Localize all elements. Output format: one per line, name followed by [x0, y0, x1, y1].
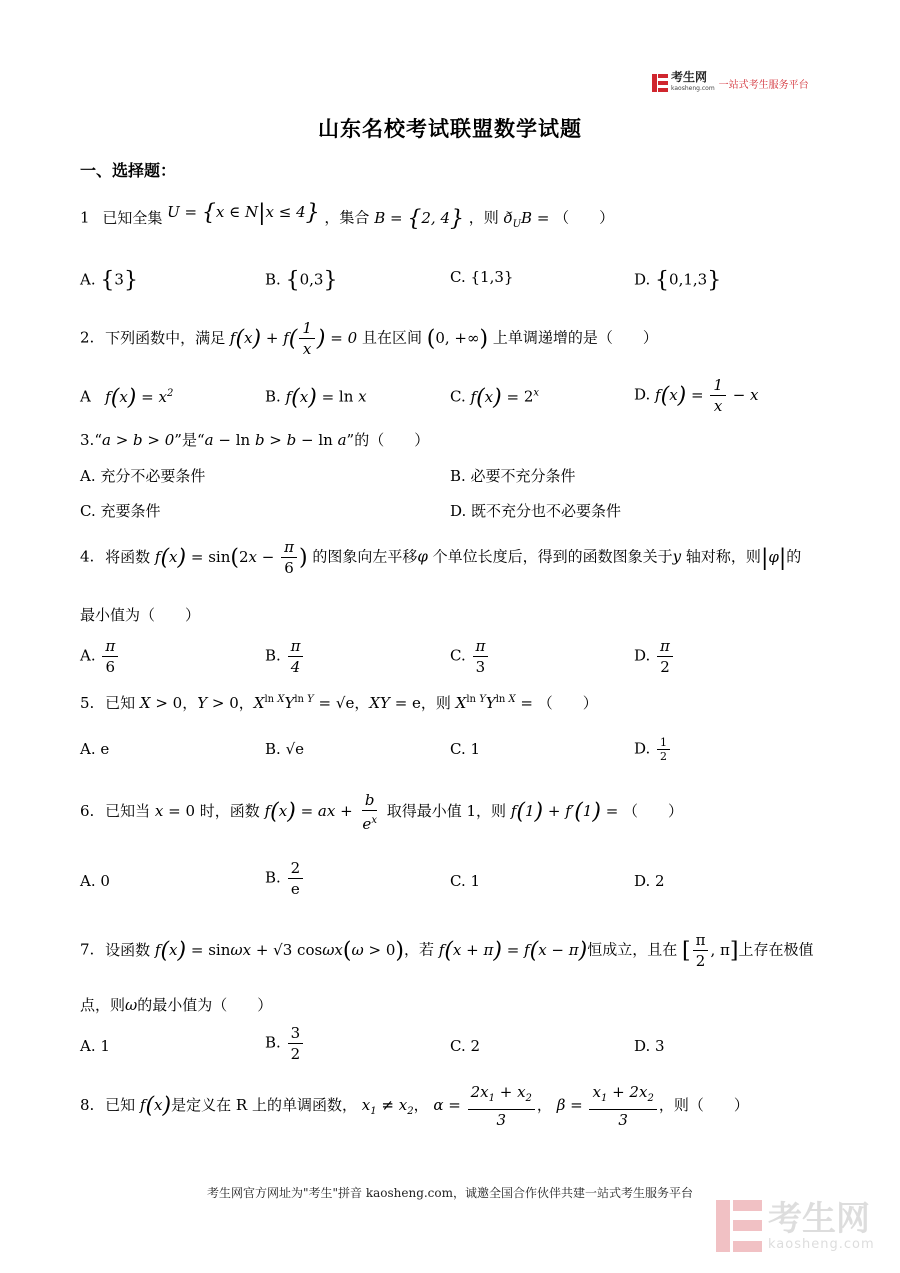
question-text: 上单调递增的是（ ）	[492, 328, 658, 347]
question-text: 恒成立，且在	[587, 940, 678, 959]
kaosheng-watermark-icon	[716, 1200, 762, 1252]
question-text-continued: 点，则ω的最小值为（ ）	[80, 996, 273, 1014]
math-expression: X > 0，Y > 0，$X^{ln X}Y^{ln Y} = √e$，XY = e，则 $X^{ln Y}Y^{ln X}$ =	[139, 694, 533, 712]
option-c[interactable]: C. 1	[450, 740, 481, 758]
math-interval: (0, +∞)	[426, 326, 489, 351]
option-d[interactable]: D. {0,1,3}	[634, 268, 722, 293]
math-beta: β = $\frac{x_1 + 2x_2}{3}$	[557, 1096, 659, 1114]
math-expression: f(x) = sinωx + √3 cosωx(ω > 0)	[154, 938, 404, 963]
kaosheng-logo-icon	[652, 74, 668, 92]
option-a[interactable]: A. $\frac{\pi}{6}$	[80, 636, 120, 677]
watermark-domain: kaosheng.com	[768, 1237, 875, 1252]
question-number: 4.	[80, 547, 95, 566]
question-7	[80, 930, 814, 971]
math-set-b: B = {2, 4}	[374, 206, 464, 231]
question-text: 上存在极值	[738, 940, 814, 959]
question-text: 上的单调函数，	[251, 1096, 357, 1114]
answer-bracket: （ ）	[537, 694, 598, 712]
question-8: 8. 已知 f(x)是定义在 R 上的单调函数， $x_1 \ne x_2$， α = $\frac{2x_1 + x_2}{3}$ ， β = $\frac{x_1 + 2x_2}{3}$ ，则（ ）	[80, 1083, 749, 1129]
question-text: 个单位长度后，得到的函数图象关于	[432, 547, 673, 566]
option-d[interactable]: D. 2	[634, 872, 665, 890]
question-1	[80, 200, 614, 231]
question-text: ”是“	[174, 431, 205, 449]
logo-domain: kaosheng.com	[671, 85, 715, 92]
question-text: 已知	[105, 1096, 136, 1114]
question-text: “	[94, 431, 102, 449]
answer-bracket: （ ）	[623, 802, 684, 820]
math-set-u: U = {x ∈ N|x ≤ 4}	[167, 200, 320, 225]
math-expression: f(1) + f′(1) =	[510, 799, 619, 825]
math-alpha: α = $\frac{2x_1 + x_2}{3}$	[433, 1096, 537, 1114]
option-a[interactable]: A. 0	[80, 872, 110, 890]
watermark	[716, 1200, 875, 1252]
option-d[interactable]: D. 3	[634, 1037, 665, 1055]
option-b[interactable]: B. 必要不充分条件	[450, 467, 576, 485]
math-complement: $ð_UB$ =	[503, 208, 550, 230]
question-text: 已知当	[105, 802, 151, 820]
brand-logo	[652, 72, 809, 94]
question-number: 8.	[80, 1096, 95, 1114]
question-3: 3.“a > b > 0”是“a − ln b > b − ln a”的（ ）	[80, 431, 430, 449]
option-b[interactable]: B. $\frac{2}{e}$	[265, 858, 305, 899]
question-5	[80, 692, 598, 713]
question-text: 是定义在	[171, 1096, 232, 1114]
option-d[interactable]: D. f(x) = $\frac{1}{x}$ − x	[634, 376, 759, 415]
option-c[interactable]: C. 1	[450, 872, 481, 890]
question-text: 轴对称，则	[685, 547, 761, 566]
math-expression: f(x) = sin(2x − $\frac{\pi}{6}$ )	[154, 538, 308, 577]
option-b[interactable]: B. f(x) = ln x	[265, 385, 367, 410]
page-footer: 考生网官方网址为"考生"拼音 kaosheng.com，诚邀全国合作伙伴共建一站式考生服务平台	[206, 1186, 694, 1200]
math-expression: a −	[204, 431, 236, 449]
question-text: 时，函数	[199, 802, 260, 820]
question-4: 4. 将函数 f(x) = sin(2x − $\frac{\pi}{6}$ ) 的图象向左平移φ 个单位长度后，得到的函数图象关于y 轴对称，则|φ|的	[80, 538, 802, 577]
question-text: ，则	[468, 208, 499, 227]
logo-name: 考生网	[671, 70, 708, 84]
question-text: ”的（ ）	[346, 431, 430, 449]
question-text: 取得最小值 1，则	[386, 802, 507, 820]
question-text: ，则（ ）	[658, 1096, 749, 1114]
question-number: 6.	[80, 802, 95, 820]
math-expression: f(x) + f( $\frac{1}{x}$ ) = 0	[229, 319, 358, 358]
option-c[interactable]: C. 充要条件	[80, 502, 161, 520]
option-a[interactable]: A $f(x) = x^2$	[80, 385, 174, 410]
question-text: 下列函数中，满足	[105, 328, 226, 347]
option-b[interactable]: B. {0,3}	[265, 268, 338, 293]
question-text: 的图象向左平移	[312, 547, 418, 566]
question-number: 5.	[80, 694, 95, 712]
math-interval: [ $\frac{\pi}{2}$ , π]	[682, 931, 739, 970]
question-number: 2.	[80, 328, 95, 347]
question-2	[80, 318, 658, 359]
option-c[interactable]: C. 2	[450, 1037, 481, 1055]
option-d[interactable]: D. 既不充分也不必要条件	[450, 502, 622, 520]
option-c[interactable]: C. $\frac{\pi}{3}$	[450, 636, 490, 677]
math-expression: a > b > 0	[101, 431, 175, 449]
question-number: 7.	[80, 940, 95, 959]
option-a[interactable]: A. e	[80, 740, 110, 758]
question-text: ，集合	[324, 208, 370, 227]
option-b[interactable]: B. $\frac{\pi}{4}$	[265, 636, 305, 677]
option-d[interactable]: D. $\frac{1}{2}$	[634, 736, 672, 763]
question-text: 将函数	[105, 547, 151, 566]
math-expression: f(x) = ax + $\frac{b}{e^x}$	[264, 791, 377, 833]
question-text: 已知全集	[102, 208, 163, 227]
logo-slogan: 一站式考生服务平台	[718, 79, 809, 91]
watermark-name: 考生网	[768, 1199, 870, 1239]
question-text: 已知	[105, 694, 136, 712]
option-d[interactable]: D. $\frac{\pi}{2}$	[634, 636, 675, 677]
section-title: 一、选择题：	[80, 161, 177, 180]
option-b[interactable]: B. √e	[265, 740, 304, 758]
option-b[interactable]: B. $\frac{3}{2}$	[265, 1023, 305, 1064]
option-a[interactable]: A. {3}	[80, 268, 138, 293]
question-text-continued: 最小值为（ ）	[80, 606, 201, 624]
question-text: ，若	[403, 940, 434, 959]
option-c[interactable]: C. $f(x) = 2^x$	[450, 385, 540, 410]
answer-bracket: （ ）	[554, 208, 615, 227]
question-text: 的	[786, 547, 802, 566]
page-title: 山东名校考试联盟数学试题	[318, 116, 582, 141]
option-c[interactable]: C. {1,3}	[450, 268, 514, 286]
question-text: 设函数	[105, 940, 151, 959]
question-number: 3.	[80, 431, 95, 449]
math-expression: f(x + π) = f(x − π)	[438, 938, 588, 963]
option-a[interactable]: A. 充分不必要条件	[80, 467, 206, 485]
question-number: 1	[80, 208, 90, 227]
math-expression: $x_1 \ne x_2$	[361, 1096, 414, 1117]
question-6: 6. 已知当 x = 0 时，函数 f(x) = ax + $\frac{b}{e^x}$ 取得最小值 1，则 f(1) + f′(1) = （ ）	[80, 791, 684, 833]
option-a[interactable]: A. 1	[80, 1037, 110, 1055]
question-text: 且在区间	[361, 328, 422, 347]
